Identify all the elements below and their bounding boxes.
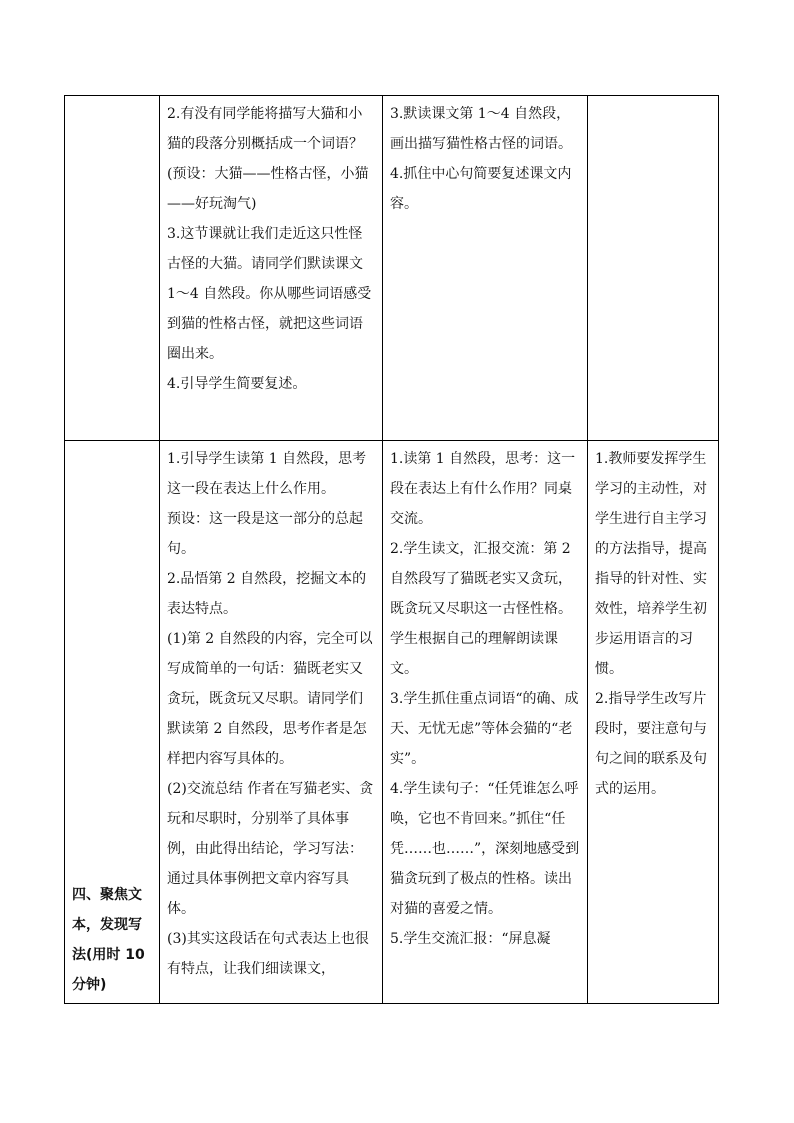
student-activity-cell	[383, 441, 588, 1004]
design-notes-cell	[588, 96, 719, 441]
paragraph: 1.教师要发挥学生学习的主动性，对学生进行自主学习的方法指导，提高指导的针对性、实效性，培养学生初步运用语言的习惯。	[595, 451, 707, 677]
paragraph: 3.学生抓住重点词语“的确、成天、无忧无虑”等体会猫的“老实”。	[390, 691, 579, 767]
lesson-plan-table	[64, 95, 719, 1004]
table-row	[65, 441, 719, 1004]
stage-cell	[65, 96, 160, 441]
paragraph: (1)第 2 自然段的内容，完全可以写成简单的一句话：猫既老实又贪玩，既贪玩又尽职。请同学们默读第 2 自然段，思考作者是怎样把内容写具体的。	[167, 631, 373, 767]
paragraph: 4.引导学生简要复述。	[167, 376, 307, 392]
paragraph: 2.指导学生改写片段时，要注意句与句之间的联系及句式的运用。	[595, 691, 707, 797]
paragraph: 2.学生读文，汇报交流：第 2 自然段写了猫既老实又贪玩，既贪玩又尽职这一古怪性格。学生根据自己的理解朗读课文。	[390, 541, 572, 677]
paragraph: 1.读第 1 自然段，思考：这一段在表达上有什么作用？同桌交流。	[390, 451, 576, 527]
paragraph: (2)交流总结 作者在写猫老实、贪玩和尽职时，分别举了具体事例，由此得出结论，学习写法：通过具体事例把文章内容写具体。	[167, 781, 374, 917]
paragraph: 5.学生交流汇报：“屏息凝	[390, 931, 551, 947]
student-activity-cell	[383, 96, 588, 441]
paragraph: 4.学生读句子：“任凭谁怎么呼唤，它也不肯回来。”抓住“任凭……也……”，深刻地感受到猫贪玩到了极点的性格。读出对猫的喜爱之情。	[390, 781, 580, 917]
paragraph: 3.这节课就让我们走近这只性怪古怪的大猫。请同学们默读课文 1～4 自然段。你从哪些词语感受到猫的性格古怪，就把这些词语圈出来。	[167, 226, 372, 362]
paragraph: 3.默读课文第 1～4 自然段，画出描写猫性格古怪的词语。	[390, 106, 572, 152]
paragraph: (预设：大猫——性格古怪，小猫——好玩淘气)	[167, 166, 369, 212]
paragraph: 1.引导学生读第 1 自然段，思考这一段在表达上什么作用。	[167, 451, 367, 497]
stage-cell: 四、聚焦文本，发现写法(用时 10 分钟)	[65, 441, 160, 1004]
paragraph: 2.品悟第 2 自然段，挖掘文本的表达特点。	[167, 571, 367, 617]
teacher-activity-cell	[160, 96, 383, 441]
paragraph: 4.抓住中心句简要复述课文内容。	[390, 166, 572, 212]
paragraph: 预设：这一段是这一部分的总起句。	[167, 511, 363, 557]
design-notes-cell	[588, 441, 719, 1004]
table-row	[65, 96, 719, 441]
teacher-activity-cell	[160, 441, 383, 1004]
paragraph: 2.有没有同学能将描写大猫和小猫的段落分别概括成一个词语？	[167, 106, 363, 152]
paragraph: (3)其实这段话在句式表达上也很有特点，让我们细读课文，	[167, 931, 369, 977]
